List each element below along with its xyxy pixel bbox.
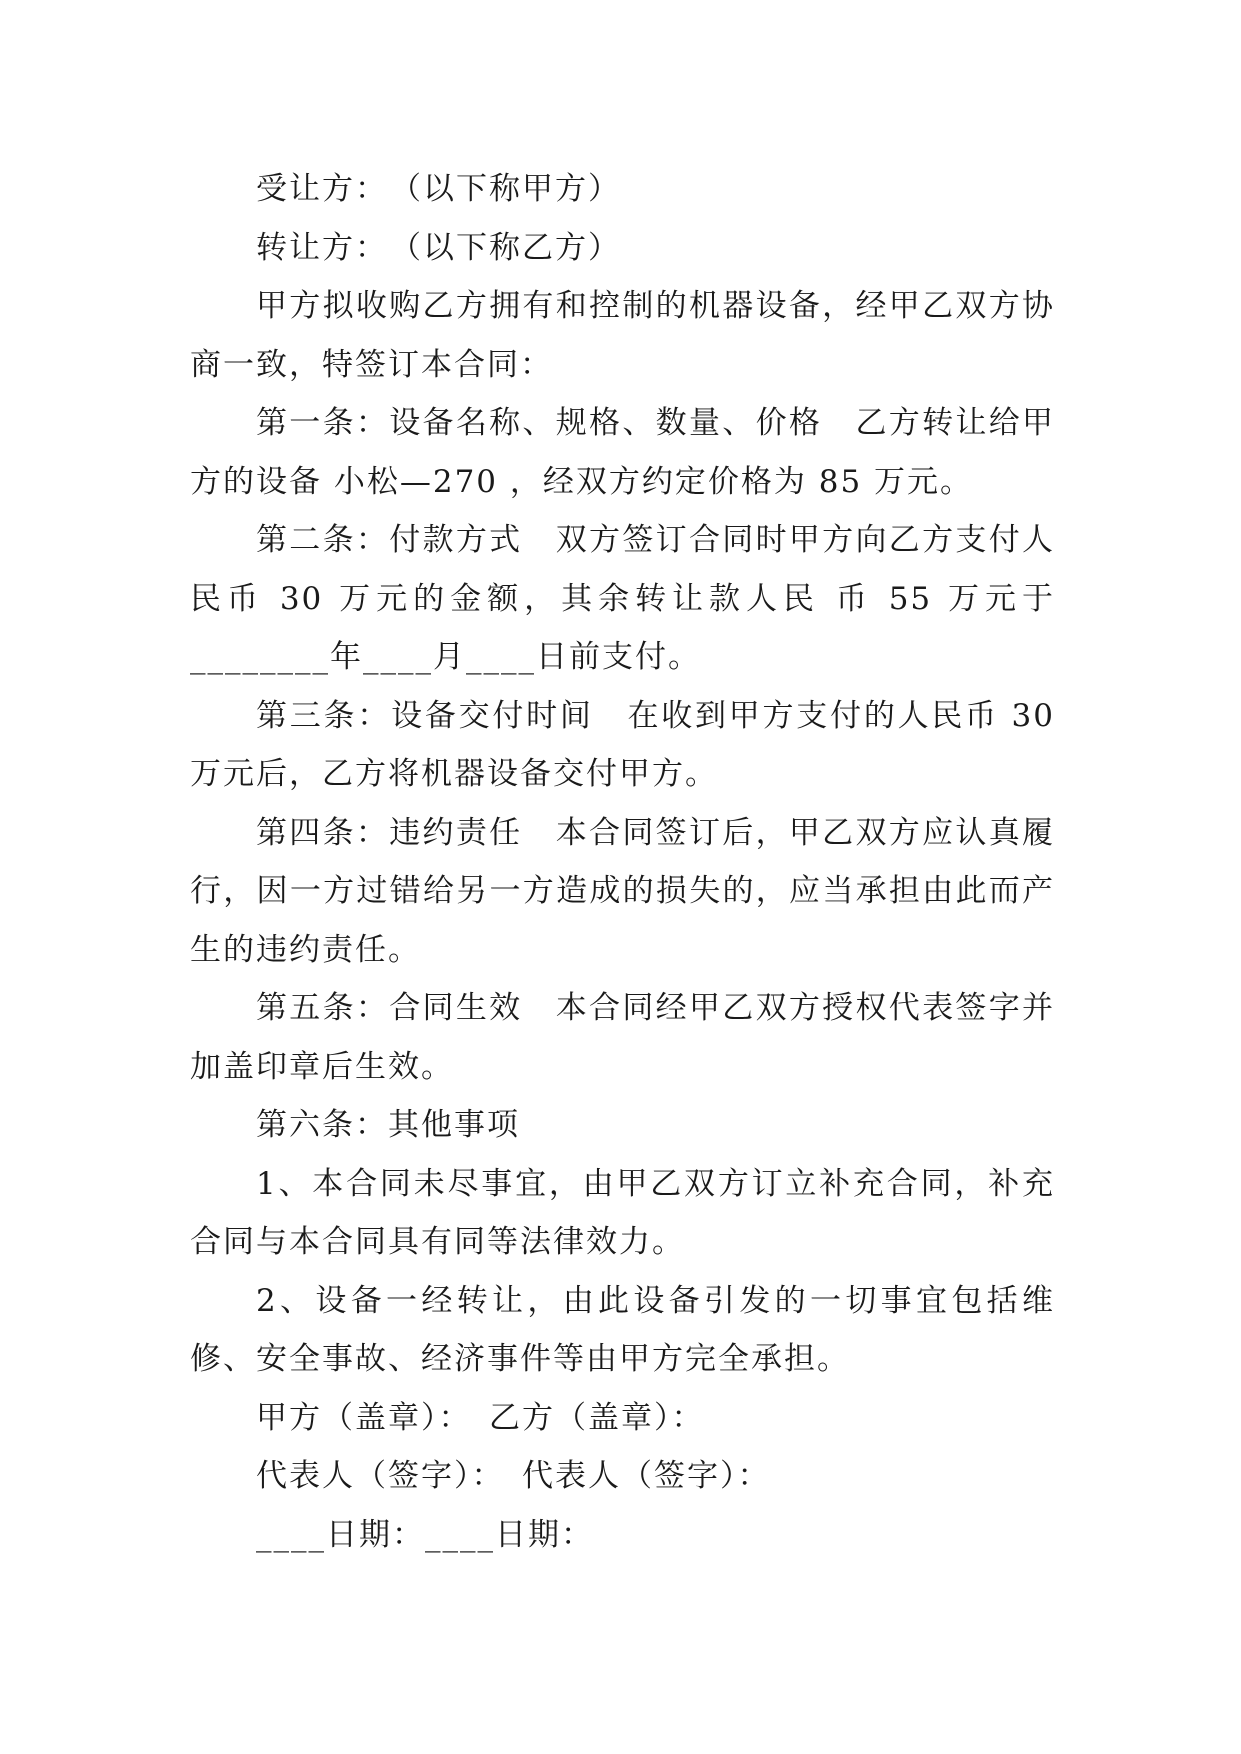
article-2-paragraph: 第二条：付款方式 双方签订合同时甲方向乙方支付人民币 30 万元的金额，其余转让款人民 币 55 万元于________年____月____日前支付。 (190, 522, 1055, 675)
article-6-item-1: 1、本合同未尽事宜，由甲乙双方订立补充合同，补充合同与本合同具有同等法律效力。 (190, 1165, 1055, 1260)
article-4-paragraph: 第四条：违约责任 本合同签订后，甲乙双方应认真履行，因一方过错给另一方造成的损失的，应当承担由此而产生的违约责任。 (190, 814, 1055, 968)
seal-line: 甲方（盖章）： 乙方（盖章）： (256, 1399, 705, 1436)
article-3-paragraph: 第三条：设备交付时间 在收到甲方支付的人民币 30 万元后，乙方将机器设备交付甲方。 (190, 697, 1067, 792)
article-6-item-2: 2、设备一经转让，由此设备引发的一切事宜包括维修、安全事故、经济事件等由甲方完全承担。 (190, 1282, 1055, 1377)
article-1-paragraph: 第一条：设备名称、规格、数量、价格 乙方转让给甲方的设备 小松—270 ，经双方约定价格为 85 万元。 (190, 405, 1055, 500)
contract-body (190, 160, 1067, 1564)
preamble-paragraph: 甲方拟收购乙方拥有和控制的机器设备，经甲乙双方协商一致，特签订本合同： (190, 288, 1055, 383)
transferor-line: 转让方： （以下称乙方） (256, 229, 621, 266)
date-line: ____日期：____日期： (256, 1516, 594, 1553)
article-6-heading: 第六条：其他事项 (256, 1107, 520, 1143)
article-5-paragraph: 第五条：合同生效 本合同经甲乙双方授权代表签字并加盖印章后生效。 (190, 990, 1055, 1085)
transferee-line: 受让方： （以下称甲方） (256, 171, 621, 207)
signature-line: 代表人（签字）： 代表人（签字）： (256, 1458, 771, 1494)
